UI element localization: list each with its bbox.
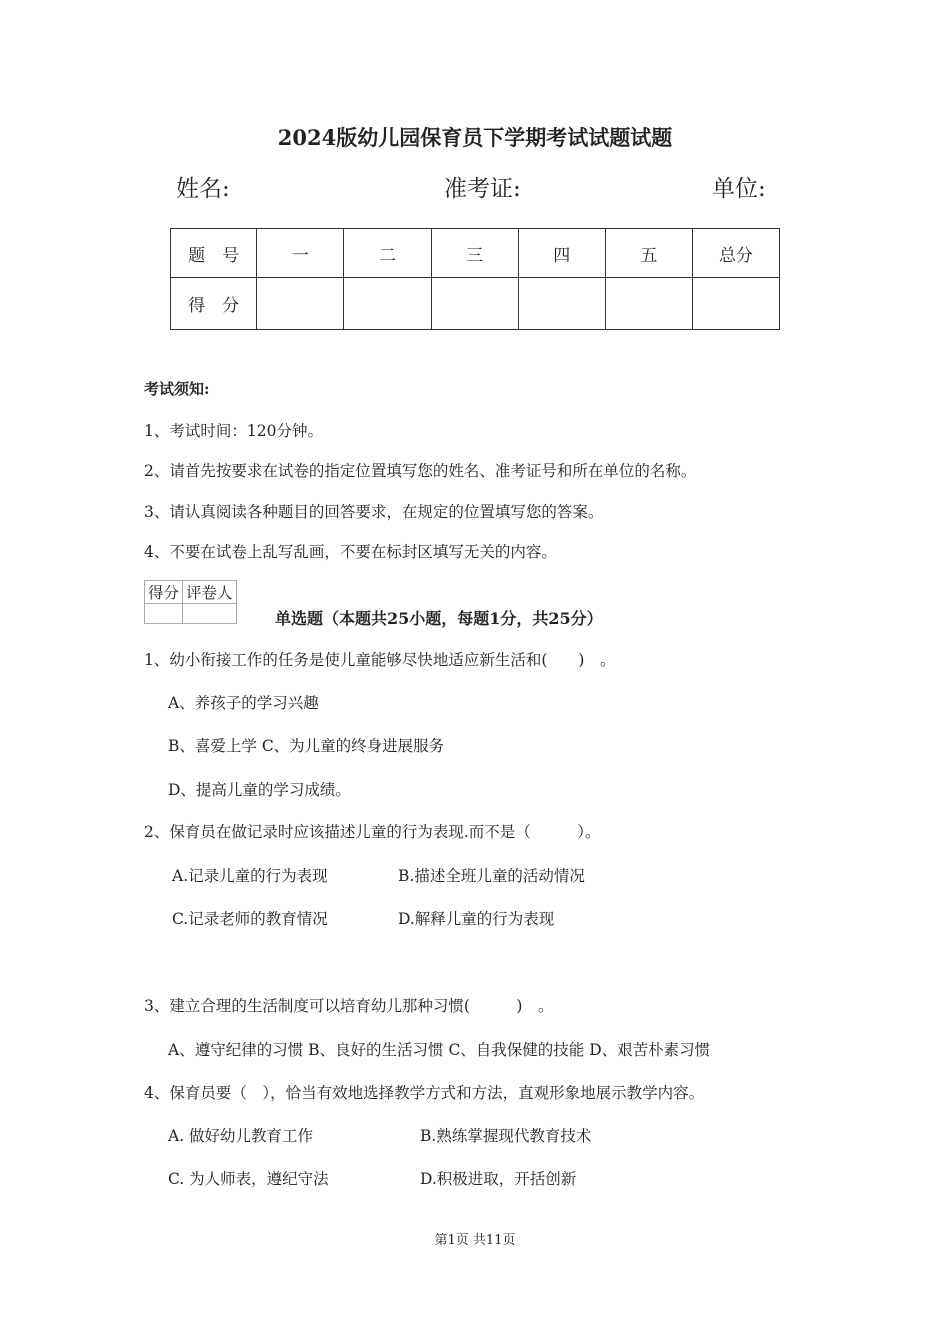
question-option: D.解释儿童的行为表现 <box>398 910 555 928</box>
question-option: C. 为人师表，遵纪守法 <box>168 1170 329 1188</box>
exam-id-label: 准考证: <box>444 176 521 202</box>
question-option: A.记录儿童的行为表现 <box>172 867 328 885</box>
question-option: B、喜爱上学 C、为儿童的终身进展服务 <box>168 737 445 755</box>
question-option: A、养孩子的学习兴趣 <box>168 694 319 712</box>
score-table-cell: 四 <box>518 229 605 278</box>
score-table-cell: 一 <box>257 229 344 278</box>
question-option: A、遵守纪律的习惯 B、良好的生活习惯 C、自我保健的技能 D、艰苦朴素习惯 <box>168 1041 711 1059</box>
unit-label: 单位: <box>712 176 766 202</box>
score-table-score-row <box>171 278 780 330</box>
score-table-cell: 三 <box>431 229 518 278</box>
score-input-cell[interactable] <box>605 278 692 330</box>
question-stem: 4、保育员要（ ），恰当有效地选择教学方式和方法，直观形象地展示教学内容。 <box>144 1084 705 1102</box>
score-table-cell: 得 分 <box>171 278 257 330</box>
notice-item: 2、请首先按要求在试卷的指定位置填写您的姓名、准考证号和所在单位的名称。 <box>144 462 697 480</box>
question-option: A. 做好幼儿教育工作 <box>168 1127 314 1145</box>
score-input-cell[interactable] <box>518 278 605 330</box>
score-table-cell: 五 <box>605 229 692 278</box>
question-option: B.描述全班儿童的活动情况 <box>398 867 585 885</box>
score-table <box>170 228 780 330</box>
score-table-header-row <box>171 229 780 278</box>
score-input-cell[interactable] <box>257 278 344 330</box>
name-label: 姓名: <box>176 176 230 202</box>
page-footer: 第1页 共11页 <box>434 1233 516 1248</box>
question-stem: 3、建立合理的生活制度可以培育幼儿那种习惯( ) 。 <box>144 997 554 1015</box>
score-table-cell: 题 号 <box>171 229 257 278</box>
question-option: D、提高儿童的学习成绩。 <box>168 781 351 799</box>
question-stem: 2、保育员在做记录时应该描述儿童的行为表现.而不是（ ）。 <box>144 823 601 841</box>
question-stem: 1、幼小衔接工作的任务是使儿童能够尽快地适应新生活和( ) 。 <box>144 651 616 669</box>
notice-item: 4、不要在试卷上乱写乱画，不要在标封区填写无关的内容。 <box>144 543 557 561</box>
notice-item: 3、请认真阅读各种题目的回答要求，在规定的位置填写您的答案。 <box>144 503 604 521</box>
notice-item: 1、考试时间：120分钟。 <box>144 422 323 440</box>
grader-box <box>144 580 237 624</box>
grader-score-cell[interactable] <box>145 604 183 624</box>
score-input-cell[interactable] <box>431 278 518 330</box>
score-input-cell[interactable] <box>344 278 431 330</box>
notice-heading: 考试须知: <box>144 380 210 398</box>
score-table-cell: 总分 <box>692 229 779 278</box>
grader-reviewer-label: 评卷人 <box>183 581 237 604</box>
score-table-cell: 二 <box>344 229 431 278</box>
score-input-cell[interactable] <box>692 278 779 330</box>
page-title: 2024版幼儿园保育员下学期考试试题试题 <box>277 125 673 150</box>
section-title: 单选题（本题共25小题，每题1分，共25分） <box>275 609 603 628</box>
grader-score-label: 得分 <box>145 581 183 604</box>
question-option: C.记录老师的教育情况 <box>172 910 328 928</box>
question-option: D.积极进取，开括创新 <box>420 1170 577 1188</box>
question-option: B.熟练掌握现代教育技术 <box>420 1127 592 1145</box>
grader-reviewer-cell[interactable] <box>183 604 237 624</box>
